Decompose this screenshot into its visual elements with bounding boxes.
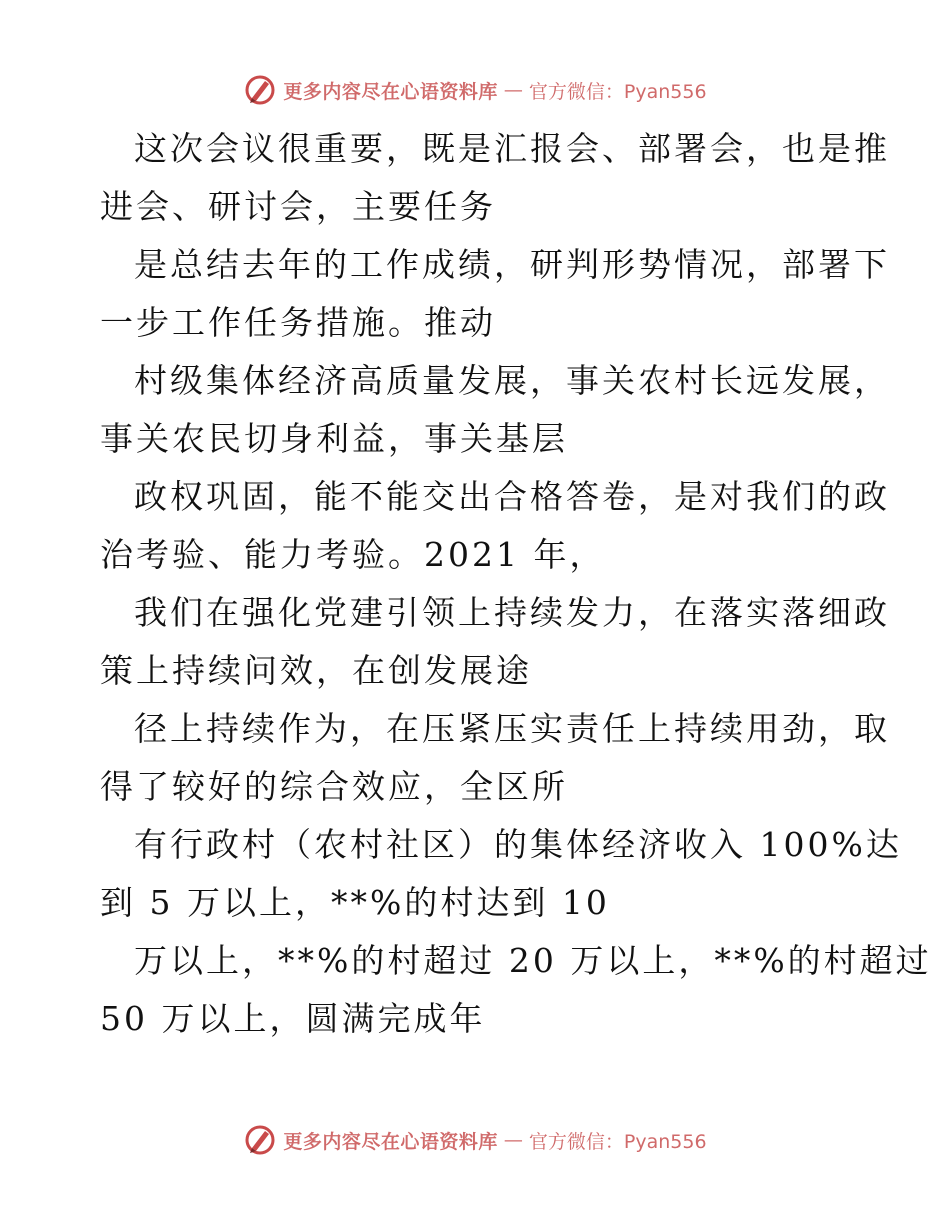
watermark-separator: —	[503, 79, 523, 101]
body-line: 事关农民切身利益，事关基层	[100, 419, 568, 458]
body-line: 径上持续作为，在压紧压实责任上持续用劲，取	[134, 709, 890, 748]
body-line: 我们在强化党建引领上持续发力，在落实落细政	[134, 593, 890, 632]
body-line: 进会、研讨会，主要任务	[100, 187, 496, 226]
pen-logo-icon	[243, 73, 277, 107]
footer-watermark	[0, 1120, 950, 1160]
body-line: 村级集体经济高质量发展，事关农村长远发展，	[134, 361, 890, 400]
watermark-brand-text: 更多内容尽在心语资料库	[283, 80, 498, 103]
watermark-brand-text: 更多内容尽在心语资料库	[283, 1130, 498, 1153]
header-watermark	[0, 70, 950, 110]
watermark-contact-text: 官方微信：Pyan556	[528, 80, 707, 103]
body-line: 治考验、能力考验。2021 年，	[100, 535, 606, 574]
document-body	[100, 120, 932, 1048]
body-line: 策上持续问效，在创发展途	[100, 651, 532, 690]
body-line: 一步工作任务措施。推动	[100, 303, 496, 342]
body-line: 到 5 万以上，**%的村达到 10	[100, 883, 610, 922]
body-line: 万以上，**%的村超过 20 万以上，**%的村超过	[134, 941, 932, 980]
body-line: 是总结去年的工作成绩，研判形势情况，部署下	[134, 245, 890, 284]
body-line: 这次会议很重要，既是汇报会、部署会，也是推	[134, 129, 890, 168]
watermark-contact-text: 官方微信：Pyan556	[528, 1130, 707, 1153]
body-line: 得了较好的综合效应，全区所	[100, 767, 568, 806]
watermark-separator: —	[503, 1129, 523, 1151]
pen-logo-icon	[243, 1123, 277, 1157]
body-line: 有行政村（农村社区）的集体经济收入 100%达	[134, 825, 902, 864]
body-line: 政权巩固，能不能交出合格答卷，是对我们的政	[134, 477, 890, 516]
body-line: 50 万以上，圆满完成年	[100, 999, 486, 1038]
